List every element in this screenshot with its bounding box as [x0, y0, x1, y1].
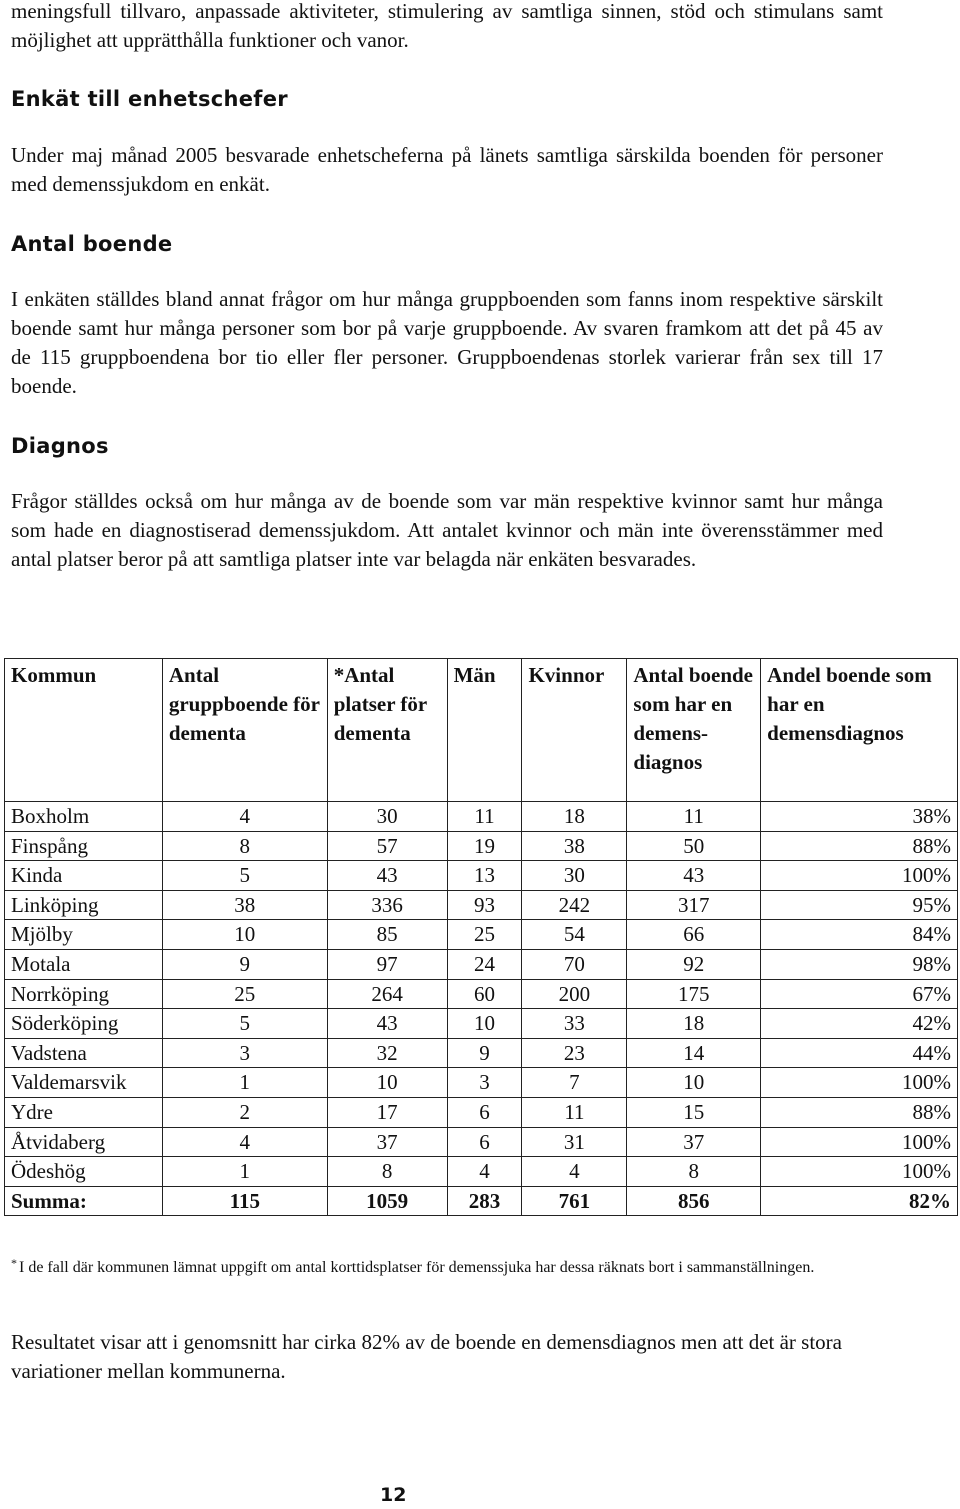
cell-kvinnor: 54 — [522, 920, 627, 950]
dementia-housing-table — [4, 658, 958, 1216]
table-row — [5, 949, 958, 979]
cell-kommun: Åtvidaberg — [5, 1127, 163, 1157]
sum-andel-diagnos: 82% — [761, 1186, 958, 1216]
cell-platser: 85 — [327, 920, 447, 950]
cell-platser: 17 — [327, 1097, 447, 1127]
cell-kvinnor: 242 — [522, 890, 627, 920]
cell-kommun: Söderköping — [5, 1009, 163, 1039]
table-row — [5, 861, 958, 891]
table-row — [5, 1127, 958, 1157]
section-text-diagnos: Frågor ställdes också om hur många av de boende som var män respektive kvinnor samt hur många som hade en diagnostiserad demenssjukdom. Att antalet kvinnor och män inte överensstämmer med antal platser beror på att samtliga platser inte var belagda när enkäten besvarades. — [11, 489, 883, 571]
cell-platser: 43 — [327, 1009, 447, 1039]
header-kvinnor: Kvinnor — [522, 659, 627, 802]
header-antal-platser: *Antal platser för dementa — [327, 659, 447, 802]
cell-man: 25 — [447, 920, 522, 950]
table-row — [5, 1157, 958, 1187]
table-row — [5, 1038, 958, 1068]
cell-kommun: Vadstena — [5, 1038, 163, 1068]
conclusion-paragraph: Resultatet visar att i genomsnitt har cirka 82% av de boende en demensdiagnos men att det är stora variationer mellan kommunerna. — [11, 1330, 842, 1383]
page-number: 12 — [380, 1484, 407, 1506]
cell-man: 6 — [447, 1127, 522, 1157]
sum-kvinnor: 761 — [522, 1186, 627, 1216]
cell-gruppboende: 38 — [162, 890, 327, 920]
footnote-text: I de fall där kommunen lämnat uppgift om antal korttidsplatser för demenssjuka har dessa räknats bort i sammanställningen. — [19, 1259, 815, 1276]
cell-man: 19 — [447, 831, 522, 861]
table-row — [5, 979, 958, 1009]
cell-gruppboende: 8 — [162, 831, 327, 861]
cell-kvinnor: 200 — [522, 979, 627, 1009]
header-man: Män — [447, 659, 522, 802]
cell-kvinnor: 30 — [522, 861, 627, 891]
cell-man: 6 — [447, 1097, 522, 1127]
cell-kvinnor: 23 — [522, 1038, 627, 1068]
sum-gruppboende: 115 — [162, 1186, 327, 1216]
cell-man: 10 — [447, 1009, 522, 1039]
cell-antal-diagnos: 8 — [627, 1157, 761, 1187]
cell-antal-diagnos: 175 — [627, 979, 761, 1009]
header-antal-demensdiagnos: Antal boende som har en demens-diagnos — [627, 659, 761, 802]
cell-gruppboende: 2 — [162, 1097, 327, 1127]
cell-andel-diagnos: 100% — [761, 1157, 958, 1187]
cell-platser: 97 — [327, 949, 447, 979]
cell-andel-diagnos: 100% — [761, 861, 958, 891]
header-antal-gruppboende: Antal gruppboende för dementa — [162, 659, 327, 802]
cell-kommun: Boxholm — [5, 802, 163, 832]
section-heading-enkat: Enkät till enhetschefer — [11, 87, 288, 111]
section-heading-diagnos: Diagnos — [11, 434, 109, 458]
table-row — [5, 1009, 958, 1039]
cell-kvinnor: 31 — [522, 1127, 627, 1157]
cell-platser: 8 — [327, 1157, 447, 1187]
cell-man: 93 — [447, 890, 522, 920]
cell-gruppboende: 25 — [162, 979, 327, 1009]
cell-man: 24 — [447, 949, 522, 979]
cell-kommun: Motala — [5, 949, 163, 979]
cell-kommun: Valdemarsvik — [5, 1068, 163, 1098]
cell-antal-diagnos: 66 — [627, 920, 761, 950]
cell-gruppboende: 1 — [162, 1157, 327, 1187]
cell-kvinnor: 38 — [522, 831, 627, 861]
cell-kvinnor: 18 — [522, 802, 627, 832]
table-footnote — [11, 1250, 891, 1281]
cell-andel-diagnos: 44% — [761, 1038, 958, 1068]
cell-platser: 32 — [327, 1038, 447, 1068]
cell-antal-diagnos: 50 — [627, 831, 761, 861]
cell-man: 11 — [447, 802, 522, 832]
sum-label: Summa: — [5, 1186, 163, 1216]
table-row — [5, 920, 958, 950]
cell-andel-diagnos: 95% — [761, 890, 958, 920]
cell-andel-diagnos: 98% — [761, 949, 958, 979]
section-text-antal-boende: I enkäten ställdes bland annat frågor om hur många gruppboenden som fanns inom respektive särskilt boende samt hur många personer som bor på varje gruppboende. Av svaren framkom att det på 45 av de 115 gruppboendena bor tio eller fler personer. Gruppboendenas storlek varierar från sex till 17 boende. — [11, 287, 883, 398]
cell-platser: 37 — [327, 1127, 447, 1157]
cell-gruppboende: 3 — [162, 1038, 327, 1068]
cell-antal-diagnos: 14 — [627, 1038, 761, 1068]
cell-antal-diagnos: 15 — [627, 1097, 761, 1127]
cell-andel-diagnos: 84% — [761, 920, 958, 950]
cell-man: 4 — [447, 1157, 522, 1187]
cell-kvinnor: 4 — [522, 1157, 627, 1187]
cell-kommun: Ödeshög — [5, 1157, 163, 1187]
cell-gruppboende: 1 — [162, 1068, 327, 1098]
cell-antal-diagnos: 43 — [627, 861, 761, 891]
cell-antal-diagnos: 317 — [627, 890, 761, 920]
cell-kommun: Mjölby — [5, 920, 163, 950]
cell-gruppboende: 10 — [162, 920, 327, 950]
header-andel-demensdiagnos: Andel boende som har en demensdiagnos — [761, 659, 958, 802]
cell-gruppboende: 4 — [162, 1127, 327, 1157]
table-header-row — [5, 659, 958, 802]
intro-paragraph: meningsfull tillvaro, anpassade aktiviteter, stimulering av samtliga sinnen, stöd och stimulans samt möjlighet att upprätthålla funktioner och vanor. — [11, 0, 883, 52]
cell-kommun: Linköping — [5, 890, 163, 920]
cell-man: 3 — [447, 1068, 522, 1098]
cell-kommun: Norrköping — [5, 979, 163, 1009]
cell-platser: 30 — [327, 802, 447, 832]
cell-antal-diagnos: 92 — [627, 949, 761, 979]
cell-platser: 57 — [327, 831, 447, 861]
table-row — [5, 802, 958, 832]
cell-antal-diagnos: 37 — [627, 1127, 761, 1157]
sum-antal-diagnos: 856 — [627, 1186, 761, 1216]
cell-kommun: Finspång — [5, 831, 163, 861]
cell-kommun: Ydre — [5, 1097, 163, 1127]
table-sum-row — [5, 1186, 958, 1216]
cell-gruppboende: 9 — [162, 949, 327, 979]
table-row — [5, 890, 958, 920]
cell-platser: 336 — [327, 890, 447, 920]
cell-antal-diagnos: 11 — [627, 802, 761, 832]
cell-andel-diagnos: 88% — [761, 1097, 958, 1127]
cell-gruppboende: 5 — [162, 1009, 327, 1039]
table-row — [5, 1068, 958, 1098]
cell-andel-diagnos: 67% — [761, 979, 958, 1009]
header-kommun: Kommun — [5, 659, 163, 802]
table-row — [5, 1097, 958, 1127]
cell-kvinnor: 33 — [522, 1009, 627, 1039]
section-heading-antal-boende: Antal boende — [11, 232, 173, 256]
sum-man: 283 — [447, 1186, 522, 1216]
cell-kommun: Kinda — [5, 861, 163, 891]
cell-andel-diagnos: 42% — [761, 1009, 958, 1039]
cell-kvinnor: 7 — [522, 1068, 627, 1098]
cell-andel-diagnos: 100% — [761, 1127, 958, 1157]
cell-kvinnor: 11 — [522, 1097, 627, 1127]
cell-gruppboende: 4 — [162, 802, 327, 832]
cell-andel-diagnos: 38% — [761, 802, 958, 832]
cell-man: 13 — [447, 861, 522, 891]
cell-andel-diagnos: 88% — [761, 831, 958, 861]
section-text-enkat: Under maj månad 2005 besvarade enhetscheferna på länets samtliga särskilda boenden för personer med demenssjukdom en enkät. — [11, 143, 883, 196]
footnote-marker: * — [11, 1256, 17, 1270]
cell-kvinnor: 70 — [522, 949, 627, 979]
cell-antal-diagnos: 18 — [627, 1009, 761, 1039]
cell-gruppboende: 5 — [162, 861, 327, 891]
cell-platser: 43 — [327, 861, 447, 891]
cell-platser: 264 — [327, 979, 447, 1009]
cell-man: 9 — [447, 1038, 522, 1068]
table-row — [5, 831, 958, 861]
sum-platser: 1059 — [327, 1186, 447, 1216]
cell-platser: 10 — [327, 1068, 447, 1098]
cell-man: 60 — [447, 979, 522, 1009]
cell-andel-diagnos: 100% — [761, 1068, 958, 1098]
cell-antal-diagnos: 10 — [627, 1068, 761, 1098]
